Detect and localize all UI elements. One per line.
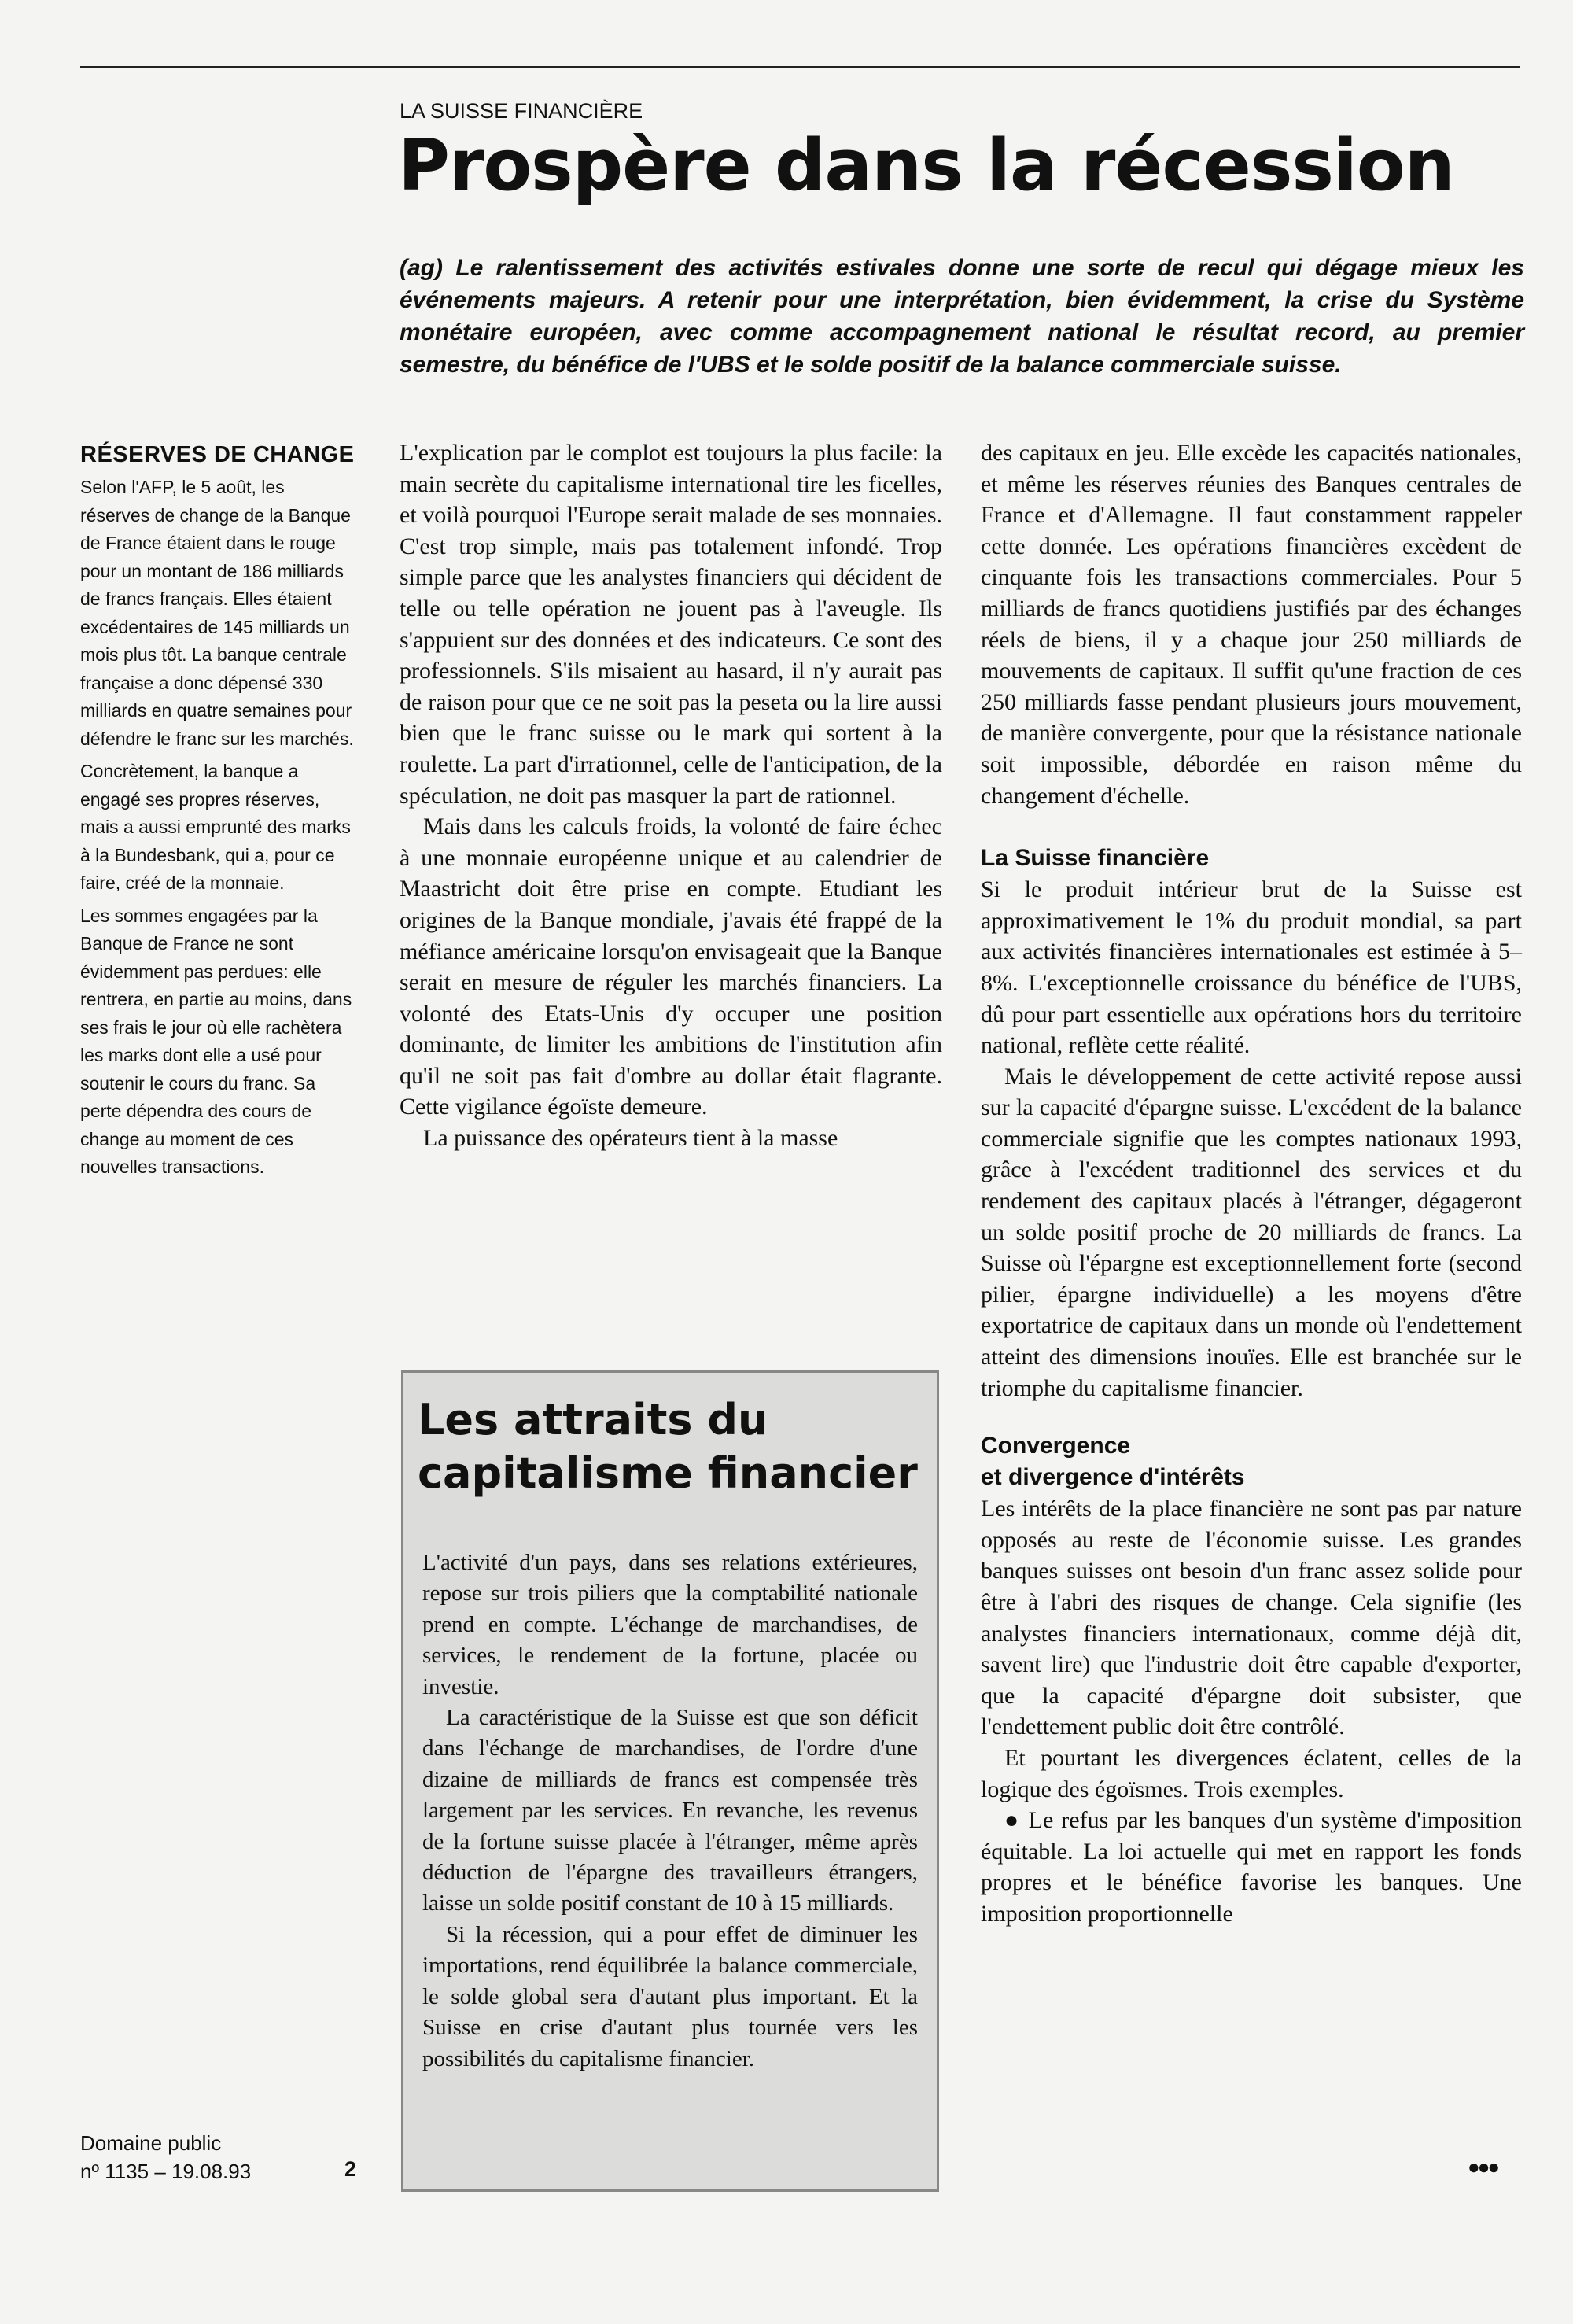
section-heading-line: Convergence xyxy=(981,1433,1131,1459)
body-paragraph: Mais le développement de cette activité repose aussi sur la capacité d'épargne suisse. L'excédent de la balance commerciale signifie que les comptes nationaux 1993, grâce à l'excédent traditionnel des services et du rendement des capitaux placés à l'étranger, dégageront un solde positif proche de 20 milliards de francs. La Suisse où l'épargne est exceptionnellement forte (second pilier, épargne individuelle) a les moyens d'être exportatrice de capitaux dans un monde où l'endettement atteint des dimensions inouïes. Elle est branchée sur le triomphe du capitalisme financier. xyxy=(981,1063,1522,1401)
bullet-item xyxy=(981,1805,1522,1929)
footer-publication xyxy=(80,2129,251,2186)
boxed-article xyxy=(401,1370,939,2192)
section-heading-line: et divergence d'intérêts xyxy=(981,1464,1245,1491)
body-paragraph: Et pourtant les divergences éclatent, celles de la logique des égoïsmes. Trois exemples. xyxy=(981,1744,1522,1802)
section-heading-suisse-financiere: La Suisse financière xyxy=(981,845,1210,872)
box-paragraph: L'activité d'un pays, dans ses relations extérieures, repose sur trois piliers que la comptabilité nationale prend en compte. L'échange de marchandises, de services, le rendement de la fortune, placée ou investie. xyxy=(422,1550,918,1699)
body-paragraph: des capitaux en jeu. Elle excède les capacités nationales, et même les réserves réunies des Banques centrales de France et d'Allemagne. Il faut constamment rappeler cette donnée. Les opérations financières excèdent de cinquante fois les transactions commerciales. Pour 5 milliards de francs quotidiens justifiés par des échanges réels de biens, il y a chaque jour 250 milliards de mouvements de capitaux. Il suffit qu'une fraction de ces 250 milliards fasse pendant plusieurs jours mouvement, de manière convergente, pour que la résistance nationale soit impossible, débordée en raison même du changement d'échelle. xyxy=(981,440,1522,809)
box-paragraph: Si la récession, qui a pour effet de diminuer les importations, rend équilibrée la balance commerciale, le solde global sera d'autant plus important. Et la Suisse en crise d'autant plus tournée vers les possibilités du capitalisme financier. xyxy=(422,1921,918,2071)
section-heading-convergence xyxy=(981,1430,1522,1493)
article-title: Prospère dans la récession xyxy=(398,124,1454,207)
sidebar-paragraph: Selon l'AFP, le 5 août, les réserves de change de la Banque de France étaient dans le rouge pour un montant de 186 milliards de francs français. Elles étaient excédentaires de 145 milliards un mois plus tôt. La banque centrale française a donc dépensé 330 milliards en quatre semaines pour défendre le franc sur les marchés. xyxy=(80,477,354,749)
body-paragraph: Les intérêts de la place financière ne sont pas par nature opposés au reste de l'économie suisse. Les grandes banques suisses ont besoin d'un franc assez solide pour être à l'abri des risques de change. Cela signifie (les analystes financiers internationaux, comme déjà dit, savent lire) que l'industrie doit être capable d'exporter, que la capacité d'épargne doit subsister, que l'endettement public doit être contrôlé. xyxy=(981,1496,1522,1740)
body-paragraph: La puissance des opérateurs tient à la masse xyxy=(423,1125,838,1152)
sidebar-paragraph: Concrètement, la banque a engagé ses propres réserves, mais a aussi emprunté des marks à la Bundesbank, qui a, pour ce faire, créé de la monnaie. xyxy=(80,761,351,893)
body-paragraph: Mais dans les calculs froids, la volonté de faire échec à une monnaie européenne unique et au calendrier de Maastricht doit être prise en compte. Etudiant les origines de la Banque mondiale, j'avais été frappé de la méfiance américaine lorsqu'on envisageait que la Banque serait en mesure de réguler les marchés financiers. La volonté des Etats-Unis d'y occuper une position dominante, de limiter les ambitions de l'institution afin qu'il ne soit pas fait d'ombre au dollar était flagrante. Cette vigilance égoïste demeure. xyxy=(400,813,942,1120)
bullet-icon: ● xyxy=(1004,1807,1021,1834)
section-kicker: LA SUISSE FINANCIÈRE xyxy=(400,99,643,123)
sidebar-heading: RÉSERVES DE CHANGE xyxy=(80,442,355,467)
top-rule xyxy=(80,66,1520,68)
sidebar-reserves-de-change xyxy=(80,437,357,1186)
body-paragraph: L'explication par le complot est toujours la plus facile: la main secrète du capitalisme international tire les ficelles, et voilà pourquoi l'Europe serait malade de ses monnaies. C'est trop simple, mais pas totalement infondé. Trop simple parce que les analystes financiers qui décident de telle ou telle opération ne jouent pas à l'aveugle. Ils s'appuient sur des données et des indicateurs. Ce sont des professionnels. S'ils misaient au hasard, il n'y aurait pas de raison pour que ce ne soit pas la peseta ou la lire aussi bien que le franc suisse ou le mark qui sortent à la roulette. La part d'irrationnel, celle de l'anticipation, de la spéculation, ne doit pas masquer la part de rationnel. xyxy=(400,440,942,809)
box-paragraph: La caractéristique de la Suisse est que son déficit dans l'échange de marchandises, de l'ordre d'une dizaine de milliards de francs est compensée très largement par les services. En revanche, les revenus de la fortune suisse placée à l'étranger, même après déduction de l'épargne des travailleurs étrangers, laisse un solde positif constant de 10 à 15 milliards. xyxy=(422,1705,918,1916)
right-column xyxy=(981,437,1522,1930)
box-title: Les attraits du capitalisme financier xyxy=(418,1395,918,1498)
publication-name: Domaine public xyxy=(80,2131,222,2155)
middle-column xyxy=(400,437,942,1154)
continued-dots-icon: ●●● xyxy=(1468,2156,1498,2178)
bullet-text: Le refus par les banques d'un système d'imposition équitable. La loi actuelle qui met en rapport les fonds propres et le bénéfice favorise les banques. Une imposition proportionnelle xyxy=(981,1807,1523,1927)
article-lead: (ag) Le ralentissement des activités estivales donne une sorte de recul qui dégage mieux les événements majeurs. A retenir pour une interprétation, bien évidemment, la crise du Système monétaire européen, avec comme accompagnement national le résultat record, au premier semestre, du bénéfice de l'UBS et le solde positif de la balance commerciale suisse. xyxy=(400,255,1524,378)
page-number: 2 xyxy=(344,2157,357,2181)
issue-number: nº 1135 – 19.08.93 xyxy=(80,2160,252,2183)
body-paragraph: Si le produit intérieur brut de la Suisse est approximativement le 1% du produit mondial, sa part aux activités financières internationales est estimée à 5–8%. L'exceptionnelle croissance du bénéfice de l'UBS, dû pour part essentielle aux opérations hors du territoire national, reflète cette réalité. xyxy=(981,876,1522,1059)
sidebar-paragraph: Les sommes engagées par la Banque de France ne sont évidemment pas perdues: elle rentrera, en partie au moins, dans ses frais le jour où elle rachètera les marks dont elle a usé pour soutenir le cours du franc. Sa perte dépendra des cours de change au moment de ces nouvelles transactions. xyxy=(80,905,352,1177)
box-text xyxy=(422,1547,918,2075)
